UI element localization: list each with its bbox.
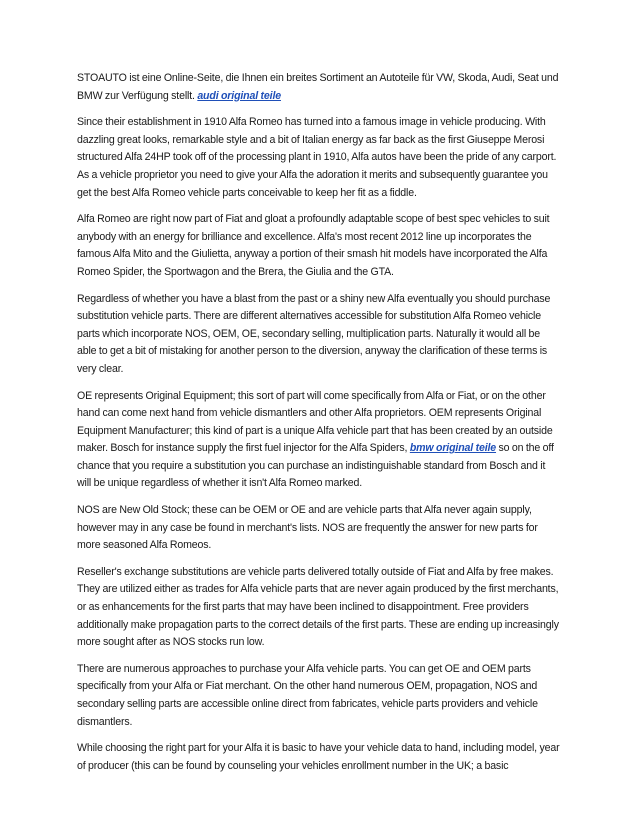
paragraph-intro [77, 70, 561, 105]
paragraph-resellers [77, 564, 561, 652]
paragraph-purchase [77, 661, 561, 731]
paragraph-history [77, 114, 561, 202]
document-page [77, 70, 561, 784]
paragraph-choosing [77, 740, 561, 775]
audi-original-teile-link[interactable]: audi original teile [197, 89, 281, 102]
paragraph-text: Alfa Romeo are right now part of Fiat and gloat a profoundly adaptable scope of best spec vehicles to suit anybody with an energy for brilliance and excellence. Alfa's most recent 2012 line up incorporates the famous Alfa Mito and the Giulietta, anyway a portion of their smash hit models have incorporated the Alfa Romeo Spider, the Sportwagon and the Brera, the Giulia and the GTA. [77, 213, 550, 278]
paragraph-text: so on the off chance that you require a substitution you can purchase an indistinguishable standard from Bosch and it will be unique regardless of whether it isn't Alfa Romeo marked. [77, 442, 554, 490]
paragraph-text: STOAUTO ist eine Online-Seite, die Ihnen ein breites Sortiment an Autoteile für VW, Skoda, Audi, Seat und BMW zur Verfügung stellt. [77, 72, 559, 102]
paragraph-text: Regardless of whether you have a blast from the past or a shiny new Alfa eventually you should purchase substitution vehicle parts. There are different alternatives accessible for substitution Alfa Romeo vehicle parts which incorporate NOS, OEM, OE, secondary selling, multiplication parts. Naturally it would all be able to get a bit of mistaking for another person to the diversion, anyway the clarification of these terms is very clear. [77, 292, 551, 375]
paragraph-text: While choosing the right part for your Alfa it is basic to have your vehicle data to hand, including model, year of producer (this can be found by counseling your vehicles enrollment number in the UK; a basic [77, 742, 560, 772]
bmw-original-teile-link[interactable]: bmw original teile [409, 442, 497, 455]
paragraph-text: NOS are New Old Stock; these can be OEM or OE and are vehicle parts that Alfa never again supply, however may in any case be found in merchant's lists. NOS are frequently the answer for new parts for more seasoned Alfa Romeos. [77, 504, 538, 552]
paragraph-nos [77, 502, 561, 555]
paragraph-text: There are numerous approaches to purchase your Alfa vehicle parts. You can get OE and OEM parts specifically from your Alfa or Fiat merchant. On the other hand numerous OEM, propagation, NOS and secondary selling parts are accessible online direct from fabricates, vehicle parts providers and vehicle dismantlers. [77, 662, 538, 728]
paragraph-fiat [77, 211, 561, 281]
paragraph-text: Reseller's exchange substitutions are vehicle parts delivered totally outside of Fiat and Alfa by free makes. They are utilized either as trades for Alfa vehicle parts that are never again produced by the first merchants, or as enhancements for the first parts that may have been inclined to disappointment. Free providers additionally make propagation parts to the correct details of the first parts. These are ending up increasingly more sought after as NOS stocks run low. [77, 565, 559, 649]
paragraph-oe-oem [77, 388, 561, 494]
paragraph-text: OE represents Original Equipment; this sort of part will come specifically from Alfa or Fiat, or on the other hand can come next hand from vehicle dismantlers and other Alfa proprietors. OEM represents Original Equipment Manufacturer; this kind of part is a unique Alfa vehicle part that has been created by an outside maker. Bosch for instance supply the first fuel injector for the Alfa Spiders, [77, 389, 553, 455]
paragraph-text: Since their establishment in 1910 Alfa Romeo has turned into a famous image in vehicle producing. With dazzling great looks, remarkable style and a bit of Italian energy as far back as the first Giuseppe Merosi structured Alfa 24HP took off of the processing plant in 1910, Alfa autos have been the pride of any carport. As a vehicle proprietor you need to give your Alfa the adoration it merits and subsequently guarantee you get the best Alfa Romeo vehicle parts conceivable to keep her fit as a fiddle. [77, 116, 557, 199]
paragraph-parts-options [77, 291, 561, 379]
